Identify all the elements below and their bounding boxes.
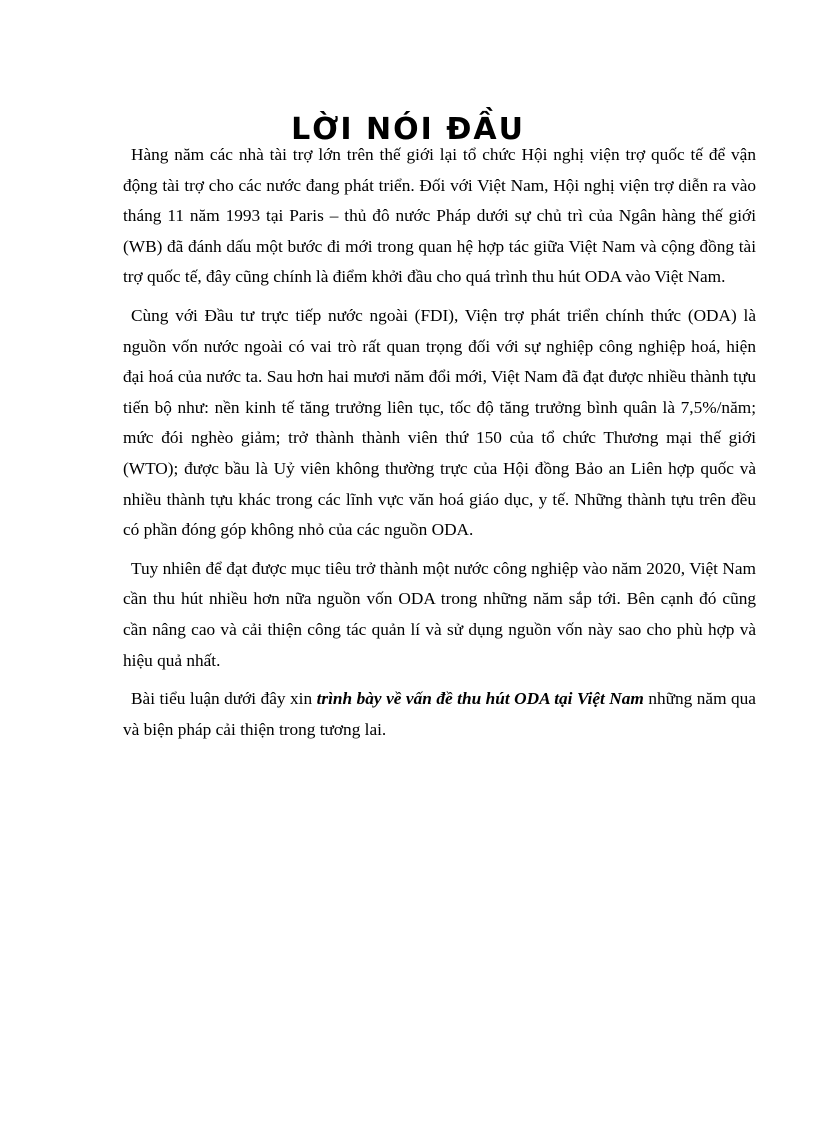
paragraph-4-lead: Bài tiểu luận dưới đây xin — [131, 689, 317, 709]
paragraph-4 — [123, 684, 756, 745]
paragraph-1: Hàng năm các nhà tài trợ lớn trên thế giới lại tổ chức Hội nghị viện trợ quốc tế để vận động tài trợ cho các nước đang phát triển. Đối với Việt Nam, Hội nghị viện trợ diễn ra vào tháng 11 năm 1993 tại Paris – thủ đô nước Pháp dưới sự chủ trì của Ngân hàng thế giới (WB) đã đánh dấu một bước đi mới trong quan hệ hợp tác giữa Việt Nam và cộng đồng tài trợ quốc tế, đây cũng chính là điểm khởi đầu cho quá trình thu hút ODA vào Việt Nam. — [123, 145, 756, 287]
paragraph-4-emphasis: trình bày về vấn đề thu hút ODA tại Việt Nam — [316, 689, 644, 709]
document-body — [123, 140, 756, 753]
paragraph-3: Tuy nhiên để đạt được mục tiêu trở thành một nước công nghiệp vào năm 2020, Việt Nam cần thu hút nhiều hơn nữa nguồn vốn ODA trong những năm sắp tới. Bên cạnh đó cũng cần nâng cao và cải thiện công tác quản lí và sử dụng nguồn vốn này sao cho phù hợp và hiệu quả nhất. — [123, 558, 756, 670]
page-title: LỜI NÓI ĐẦU — [291, 112, 525, 147]
paragraph-4-tail: những năm qua và biện pháp cải thiện trong tương lai. — [123, 689, 756, 739]
paragraph-2: Cùng với Đầu tư trực tiếp nước ngoài (FDI), Viện trợ phát triển chính thức (ODA) là nguồn vốn nước ngoài có vai trò rất quan trọng đối với sự nghiệp công nghiệp hoá, hiện đại hoá của nước ta. Sau hơn hai mươi năm đổi mới, Việt Nam đã đạt được nhiều thành tựu tiến bộ như: nền kinh tế tăng trưởng liên tục, tốc độ tăng trưởng bình quân là 7,5%/năm; mức đói nghèo giảm; trở thành thành viên thứ 150 của tổ chức Thương mại thế giới (WTO); được bầu là Uỷ viên không thường trực của Hội đồng Bảo an Liên hợp quốc và nhiều thành tựu khác trong các lĩnh vực văn hoá giáo dục, y tế. Những thành tựu trên đều có phần đóng góp không nhỏ của các nguồn ODA. — [123, 305, 756, 540]
